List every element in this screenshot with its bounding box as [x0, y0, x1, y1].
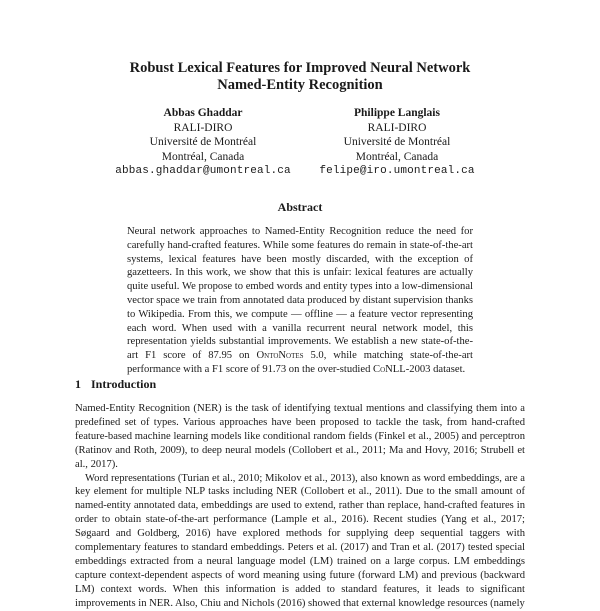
author-block-1 — [103, 106, 303, 179]
author-affiliation: RALI-DIRO — [367, 121, 427, 134]
abstract-text-part-3: -2003 dataset. — [405, 363, 466, 375]
author-name: Abbas Ghaddar — [163, 107, 243, 119]
title-line-2: Named-Entity Recognition — [217, 77, 383, 93]
introduction-body — [75, 402, 525, 611]
dataset-name-ontonotes: OntoNotes — [256, 350, 304, 362]
abstract-heading: Abstract — [277, 200, 323, 214]
title-line-1: Robust Lexical Features for Improved Neural Network — [129, 60, 471, 76]
author-email: felipe@iro.umontreal.ca — [319, 165, 475, 177]
abstract-text — [127, 225, 473, 377]
dataset-name-conll: CoNLL — [373, 363, 406, 375]
author-block-2 — [297, 106, 497, 179]
author-location: Montréal, Canada — [355, 150, 439, 163]
introduction-paragraph-2: Word representations (Turian et al., 2010; Mikolov et al., 2013), also known as word embeddings, are a key element for multiple NLP tasks including NER (Collobert et al., 2011). Due to the small amount of named-entity annotated data, embeddings are used to extend, rather than replace, hand-crafted features in order to obtain state-of-the-art performance (Lample et al., 2016). Recent studies (Yang et al., 2017; Søgaard and Goldberg, 2016) have explored methods for supplying deep sequential taggers with complementary features to standard embeddings. Peters et al. (2017) and Tran et al. (2017) tested special embeddings extracted from a neural language model (LM) trained on a large corpus. LM embeddings capture context-dependent aspects of word meaning using future (forward LM) and previous (backward LM) context words. When this information is added to standard features, it leads to significant improvements in NER. Also, Chiu and Nichols (2016) showed that external knowledge resources (namely — [75, 472, 525, 609]
paper-title — [100, 60, 500, 94]
author-institution: Université de Montréal — [149, 136, 257, 148]
section-title: Introduction — [91, 377, 157, 391]
abstract-text-part-2: 5.0, while matching state-of-the-art performance with a F1 score of 91.73 on the over-studied — [127, 350, 474, 375]
author-affiliation: RALI-DIRO — [173, 121, 233, 134]
author-location: Montréal, Canada — [161, 150, 245, 163]
author-email: abbas.ghaddar@umontreal.ca — [115, 165, 291, 177]
section-number: 1 — [75, 377, 81, 391]
author-institution: Université de Montréal — [343, 136, 451, 148]
abstract-text-part-1: Neural network approaches to Named-Entity Recognition reduce the need for carefully hand-crafted features. While some features do remain in state-of-the-art systems, lexical features have been mostly discarded, with the exception of gazetteers. In this work, we show that this is unfair: lexical features are actually quite useful. We propose to embed words and entity types into a low-dimensional vector space we train from annotated data produced by distant supervision thanks to Wikipedia. From this, we compute — offline — a feature vector representing each word. When used with a vanilla recurrent neural network model, this representation yields substantial improvements. We establish a new state-of-the-art F1 score of 87.95 on — [127, 226, 473, 362]
author-name: Philippe Langlais — [354, 107, 440, 119]
introduction-paragraph-1: Named-Entity Recognition (NER) is the task of identifying textual mentions and classifying them into a predefined set of types. Various approaches have been proposed to tackle the task, from hand-crafted feature-based machine learning models like conditional random fields (Finkel et al., 2005) and perceptron (Ratinov and Roth, 2009), to deep neural models (Collobert et al., 2011; Ma and Hovy, 2016; Strubell et al., 2017). — [75, 403, 525, 470]
section-heading-introduction — [75, 377, 156, 391]
